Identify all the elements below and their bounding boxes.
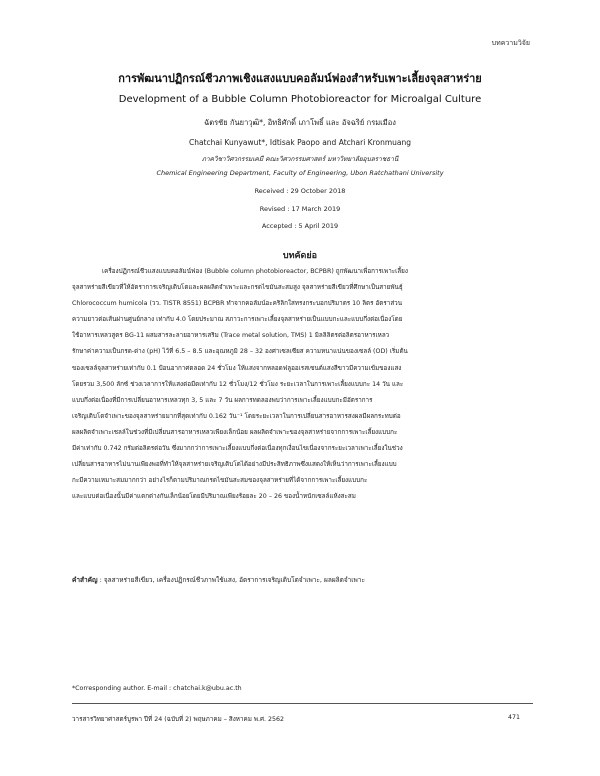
keywords xyxy=(72,573,532,587)
abstract-line: เครื่องปฏิกรณ์ชีวแสงแบบคอลัมน์ฟอง (Bubble column photobioreactor, BCPBR) ถูกพัฒนาเพื่อการเพาะเลี้ยง xyxy=(102,268,408,275)
title-thai: การพัฒนาปฏิกรณ์ชีวภาพเชิงแสงแบบคอลัมน์ฟองสำหรับเพาะเลี้ยงจุลสาหร่าย xyxy=(118,72,482,85)
abstract-line: มีค่าเท่ากับ 0.742 กรัมต่อลิตรต่อวัน ซึ่งมากกว่าการเพาะเลี้ยงแบบกึ่งต่อเนื่องทุกเงื่อนไขเนื่องจากระยะเวลาเพาะเลี้ยงในช่วง xyxy=(72,445,403,453)
abstract-heading: บทคัดย่อ xyxy=(282,251,318,261)
abstract-line: และแบบต่อเนื่องนั้นมีค่าแตกต่างกันเล็กน้อยโดยมีปริมาณเพียงร้อยละ 20 – 26 ของน้ำหนักเซลล์แห้งสะสม xyxy=(72,493,356,501)
date-accepted: Accepted : 5 April 2019 xyxy=(261,222,339,230)
abstract-line: แบบกึ่งต่อเนื่องที่มีการเปลี่ยนอาหารเหลวทุก 3, 5 และ 7 วัน ผลการทดลองพบว่าการเพาะเลี้ยงแบบกะมีอัตราการ xyxy=(72,396,373,404)
title-english: Development of a Bubble Column Photobioreactor for Microalgal Culture xyxy=(118,94,482,105)
abstract-line: ความยาวต่อเส้นผ่านศูนย์กลาง เท่ากับ 4.0 โดยประมาณ สภาวะการเพาะเลี้ยงจุลสาหร่ายเป็นแบบกะและแบบกึ่งต่อเนื่องโดย xyxy=(72,316,403,324)
abstract-line: ของเซลล์จุลสาหร่ายเท่ากับ 0.1 ป้อนอากาศตลอด 24 ชั่วโมง ให้แสงจากหลอดฟลูออเรสเซนต์แสงสีขาวมีความเข้มของแสง xyxy=(72,364,402,372)
page-number: 471 xyxy=(507,714,520,721)
abstract-line: โดยรวม 3,500 ลักซ์ ช่วงเวลาการให้แสงต่อมืดเท่ากับ 12 ชั่วโมง/12 ชั่วโมง ระยะเวลาในการเพาะเลี้ยงแบบกะ 14 วัน และ xyxy=(72,380,404,388)
keywords-list: : จุลสาหร่ายสีเขียว, เครื่องปฏิกรณ์ชีวภาพใช้แสง, อัตราการเจริญเติบโตจำเพาะ, ผลผลิตจำเพาะ xyxy=(97,576,365,584)
abstract-line: ผลผลิตจำเพาะเชลล์ในช่วงที่มีเปลี่ยนสารอาหารเหลวเพียงเล็กน้อย ผลผลิตจำเพาะของจุลสาหร่ายจากการเพาะเลี้ยงแบบกะ xyxy=(72,428,398,436)
footer-rule xyxy=(72,703,533,704)
keywords-label: คำสำคัญ xyxy=(72,576,98,584)
running-head: บทความวิจัย xyxy=(491,39,530,47)
corresponding-author-footnote: *Corresponding author. E-mail : chatchai.k@ubu.ac.th xyxy=(72,685,242,692)
authors-english: Chatchai Kunyawut*, Idtisak Paopo and Atchari Kronmuang xyxy=(188,138,412,147)
affiliation-english: Chemical Engineering Department, Faculty of Engineering, Ubon Ratchathani University xyxy=(156,169,444,177)
abstract-line: ใช้อาหารเหลวสูตร BG-11 ผสมสารละลายอาหารเสริม (Trace metal solution, TMS) 1 มิลลิลิตรต่อลิตรอาหารเหลว xyxy=(72,332,390,340)
abstract-line: กะมีความเหมาะสมมากกว่า อย่างไรก็ตามปริมาณกรดไขมันสะสมของจุลสาหร่ายที่ได้จากการเพาะเลี้ยงแบบกะ xyxy=(72,477,368,485)
date-revised: Revised : 17 March 2019 xyxy=(259,205,341,213)
date-received: Received : 29 October 2018 xyxy=(254,187,346,195)
abstract-line: จุลสาหร่ายสีเขียวที่ให้อัตราการเจริญเติบโตและผลผลิตจำเพาะและกรดไขมันสะสมสูง จุลสาหร่ายสีเขียวที่ศึกษาเป็นสายพันธุ์ xyxy=(72,284,403,292)
authors-thai: ฉัตรชัย กันยาวุฒิ*, อิทธิศักดิ์ เภาโพธิ์ และ อัจฉริย์ กรมเมือง xyxy=(204,118,396,127)
affiliation-thai: ภาควิชาวิศวกรรมเคมี คณะวิศวกรรมศาสตร์ มหาวิทยาลัยอุบลราชธานี xyxy=(201,155,399,163)
abstract-line: เจริญเติบโตจำเพาะของจุลสาหร่ายมากที่สุดเท่ากับ 0.162 วัน⁻¹ โดยระยะเวลาในการเปลี่ยนสารอาหารสงผลมีผลกระทบต่อ xyxy=(72,412,401,420)
abstract-body xyxy=(72,264,533,505)
abstract-line: รักษาค่าความเป็นกรด-ด่าง (pH) ไว้ที่ 6.5 – 8.5 และอุณหภูมิ 28 – 32 องศาเซลเซียส ความหนาแน่นของเซลล์ (OD) เริ่มต้น xyxy=(72,348,408,356)
abstract-line: เปลี่ยนสารอาหารไม่นานเพียงพอที่ทำให้จุลสาหร่ายเจริญเติบโตได้อย่างมีประสิทธิภาพซึ่งแสดงให้เห็นว่าการเพาะเลี้ยงแบบ xyxy=(72,461,397,469)
abstract-line: Chlorococcum humicola (วว. TISTR 8551) BCPBR ทำจากคอลัมน์อะคริลิกใสทรงกระบอกปริมาตร 10 ลิตร อัตราส่วน xyxy=(72,300,402,308)
journal-citation: วารสารวิทยาศาสตร์บูรพา ปีที่ 24 (ฉบับที่ 2) พฤษภาคม – สิงหาคม พ.ศ. 2562 xyxy=(72,716,285,723)
